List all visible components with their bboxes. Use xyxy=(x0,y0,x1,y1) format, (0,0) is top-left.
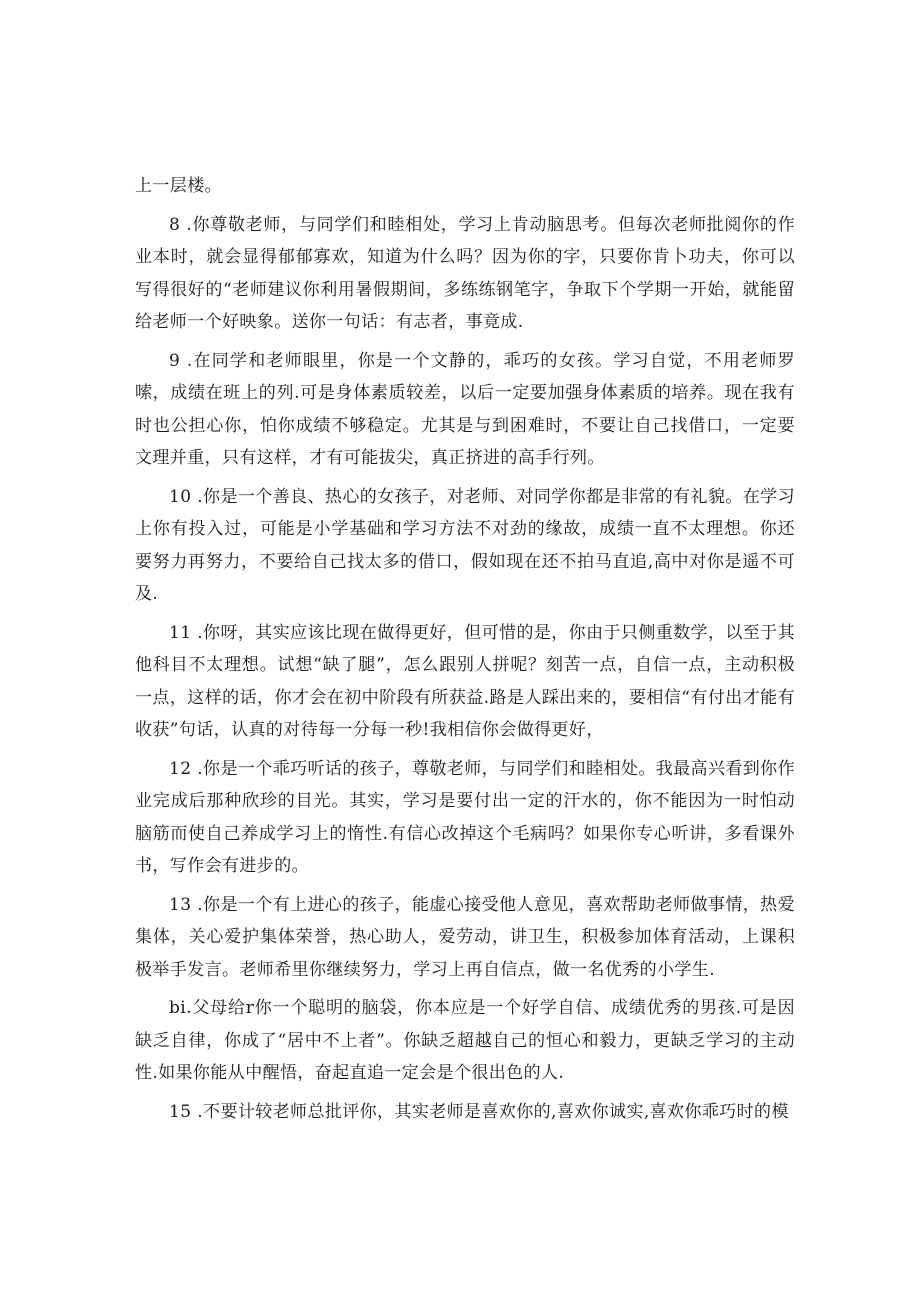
paragraph-item-8: 8 .你尊敬老师，与同学们和睦相处，学习上肯动脑思考。但每次老师批阅你的作业本时，就会显得郁郁寡欢，知道为什么吗？因为你的字，只要你肯卜功夫，你可以写得很好的“老师建议你利用暑假期间，多练练钢笔字，争取下个学期一开始，就能留给老师一个好映象。送你一句话：有志者，事竟成. xyxy=(135,214,795,332)
paragraph-item-15: 15 .不要计较老师总批评你，其实老师是喜欢你的,喜欢你诚实,喜欢你乖巧时的模 xyxy=(169,1101,789,1122)
paragraph-item-10: 10 .你是一个善良、热心的女孩子，对老师、对同学你都是非常的有礼貌。在学习上你有投入过，可能是小学基础和学习方法不对劲的缘故，成绩一直不太理想。你还要努力再努力，不要给自己找太多的借口，假如现在还不拍马直追,高中对你是遥不可及. xyxy=(135,486,795,604)
paragraph-continuation: 上一层楼。 xyxy=(135,176,222,196)
paragraph-item-14: bi.父母给r你一个聪明的脑袋，你本应是一个好学自信、成绩优秀的男孩.可是因缺乏自律，你成了“居中不上者”。你缺乏超越自己的恒心和毅力，更缺乏学习的主动性.如果你能从中醒悟，奋起直追一定会是个很出色的人. xyxy=(135,998,795,1083)
document-body xyxy=(135,170,795,1134)
paragraph-item-12: 12 .你是一个乖巧听话的孩子，尊敬老师，与同学们和睦相处。我最高兴看到你作业完成后那种欣珍的目光。其实，学习是要付出一定的汗水的，你不能因为一时怕动脑筋而使自己养成学习上的惰性.有信心改掉这个毛病吗？如果你专心听讲，多看课外书，写作会有进步的。 xyxy=(135,758,795,876)
paragraph-item-9: 9 .在同学和老师眼里，你是一个文静的，乖巧的女孩。学习自觉，不用老师罗嗦，成绩在班上的列.可是身体素质较差，以后一定要加强身体素质的培养。现在我有时也公担心你，怕你成绩不够稳定。尤其是与到困难时，不要让自己找借口，一定要文理并重，只有这样，才有可能拔尖，真正挤进的高手行列。 xyxy=(135,350,795,468)
paragraph-item-13: 13 .你是一个有上进心的孩子，能虚心接受他人意见，喜欢帮助老师做事情，热爱集体，关心爱护集体荣誉，热心助人，爱劳动，讲卫生，积极参加体育活动，上课积极举手发言。老师希里你继续努力，学习上再自信点，做一名优秀的小学生. xyxy=(135,894,795,980)
paragraph-item-11: 11 .你呀，其实应该比现在做得更好，但可惜的是，你由于只侧重数学，以至于其他科目不太理想。试想“缺了腿”，怎么跟别人拼呢？刻苦一点，自信一点，主动积极一点，这样的话，你才会在初中阶段有所获益.路是人踩出来的，要相信“有付出才能有收获”句话，认真的对待每一分每一秒!我相信你会做得更好， xyxy=(135,622,795,740)
